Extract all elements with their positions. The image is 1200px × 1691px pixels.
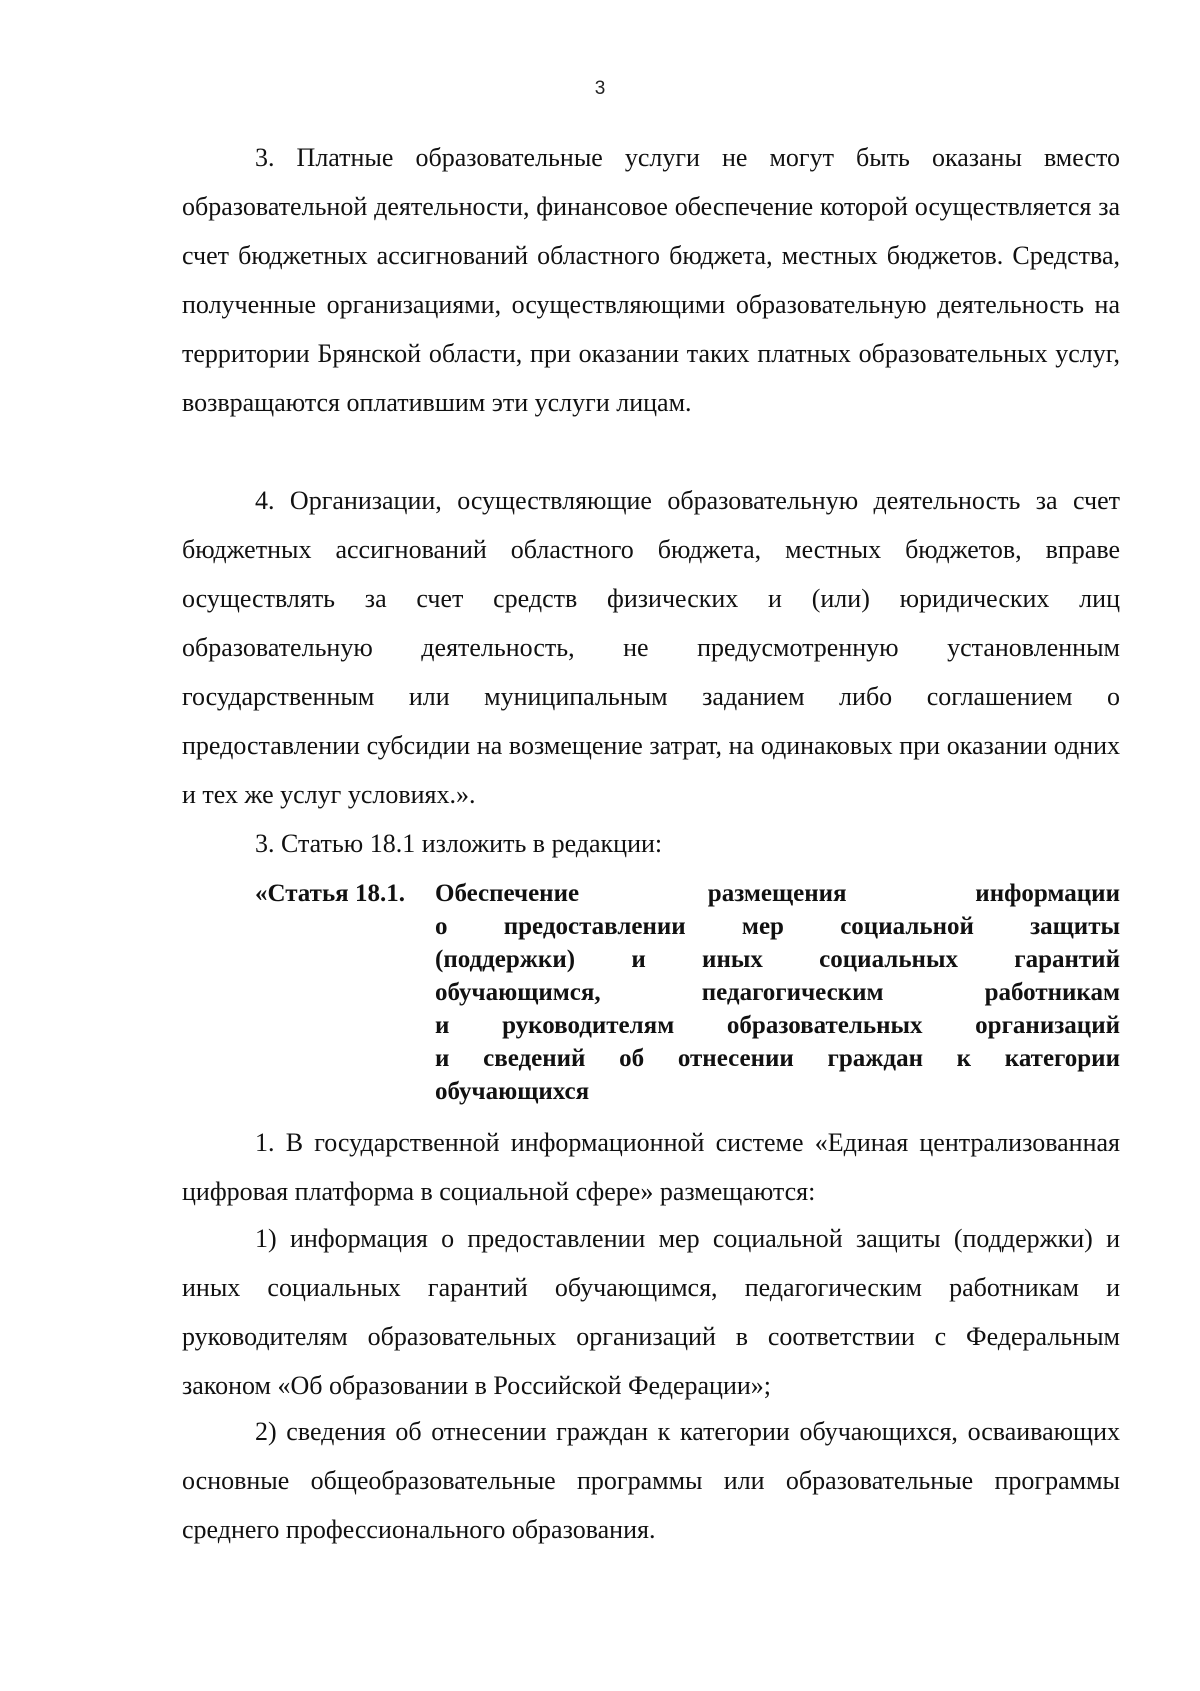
article-subitem-2 [182,1407,1120,1554]
article-item-1 [182,1118,1120,1216]
article-title-line: Обеспечение размещения информации [435,880,1120,907]
paragraph-text: 1) информация о предоставлении мер социальной защиты (поддержки) и иных социальных гарантий обучающимся, педагогическим работникам и руководителям образовательных организаций в соответствии с Федеральным законом «Об образовании в Российской Федерации»; [182,1224,1120,1400]
page-number: 3 [594,78,606,99]
article-title-line: о предоставлении мер социальной защиты [435,913,1120,940]
article-title-line: обучающихся [435,1078,590,1105]
article-title-line: обучающимся, педагогическим работникам [435,979,1120,1006]
paragraph-text: 4. Организации, осуществляющие образовательную деятельность за счет бюджетных ассигнований областного бюджета, местных бюджетов, вправе осуществлять за счет средств физических и (или) юридических лиц образовательную деятельность, не предусмотренную установленным государственным или муниципальным заданием либо соглашением о предоставлении субсидии на возмещение затрат, на одинаковых при оказании одних и тех же услуг условиях.». [182,486,1120,809]
article-heading [255,877,1120,1108]
paragraph-text: 3. Платные образовательные услуги не могут быть оказаны вместо образовательной деятельности, финансовое обеспечение которой осуществляется за счет бюджетных ассигнований областного бюджета, местных бюджетов. Средства, полученные организациями, осуществляющими образовательную деятельность на территории Брянской области, при оказании таких платных образовательных услуг, возвращаются оплатившим эти услуги лицам. [182,143,1120,417]
paragraph-organizations [182,476,1120,819]
paragraph-text: 1. В государственной информационной системе «Единая централизованная цифровая платформа в социальной сфере» размещаются: [182,1128,1120,1206]
article-label: «Статья 18.1. [255,880,405,907]
amendment-intro [182,819,1120,868]
paragraph-text: 2) сведения об отнесении граждан к категории обучающихся, осваивающих основные общеобразовательные программы или образовательные программы среднего профессионального образования. [182,1417,1120,1544]
article-title-line: и сведений об отнесении граждан к категории [435,1045,1120,1072]
paragraph-paid-services [182,133,1120,427]
paragraph-text: 3. Статью 18.1 изложить в редакции: [255,829,663,858]
article-title-line: и руководителям образовательных организаций [435,1012,1120,1039]
article-title-line: (поддержки) и иных социальных гарантий [435,946,1120,973]
article-title [435,877,1120,1108]
article-subitem-1 [182,1214,1120,1410]
